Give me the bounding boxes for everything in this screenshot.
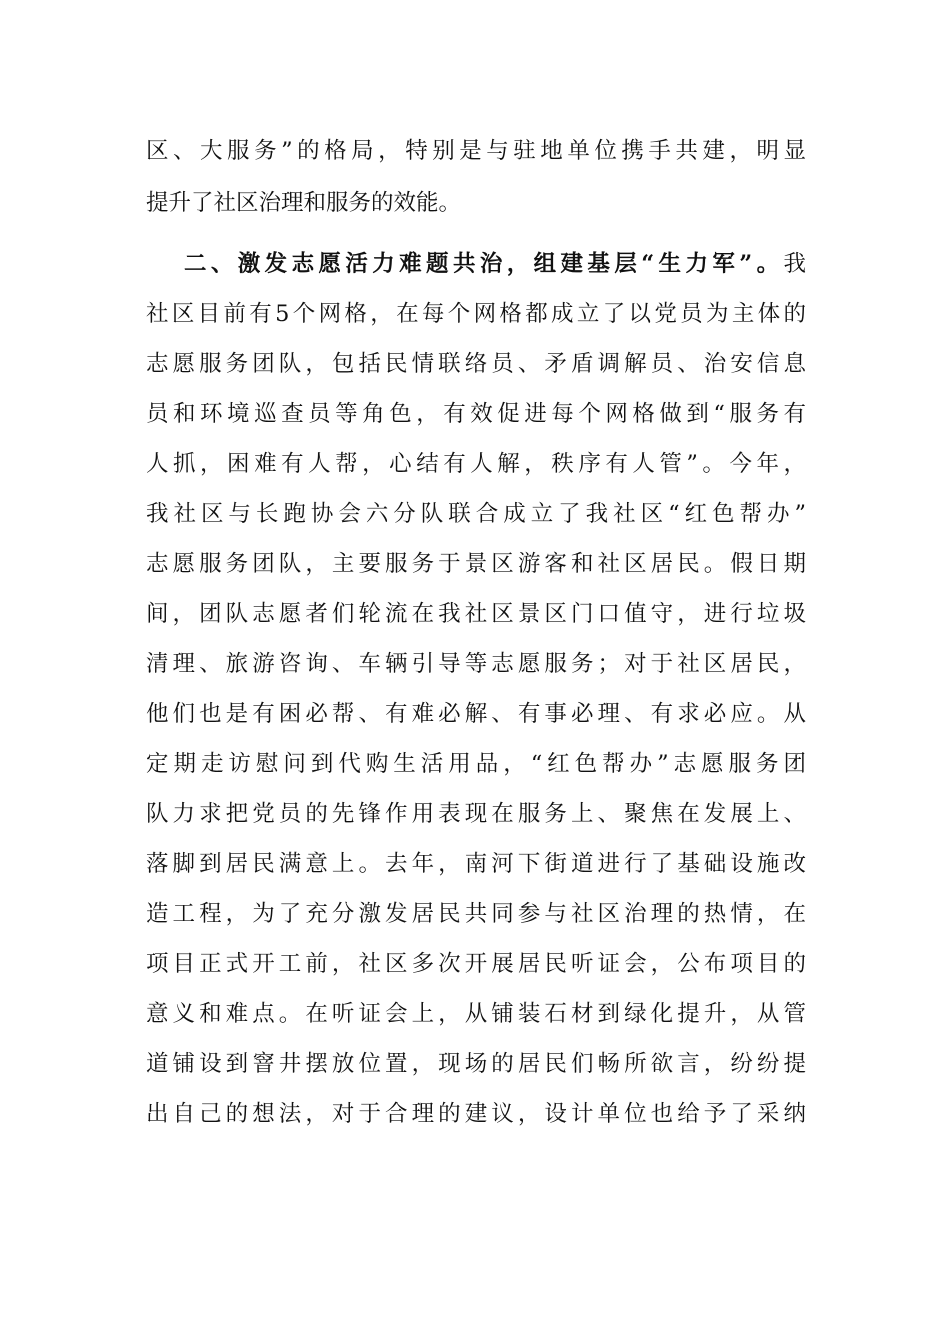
text-line: 志愿服务团队，主要服务于景区游客和社区居民。假日期 bbox=[146, 551, 806, 577]
text-line: 定期走访慰问到代购生活用品，“红色帮办”志愿服务团 bbox=[146, 751, 806, 777]
text-line: 人抓，困难有人帮，心结有人解，秩序有人管”。今年， bbox=[146, 451, 806, 477]
text-line: 意义和难点。在听证会上，从铺装石材到绿化提升，从管 bbox=[146, 1001, 806, 1027]
text-fragment: 我 bbox=[783, 251, 806, 277]
text-line: 提升了社区治理和服务的效能。 bbox=[146, 190, 462, 216]
section-heading: 二、激发志愿活力难题共治，组建基层“生力军”。 bbox=[184, 251, 784, 277]
section-heading-line bbox=[184, 244, 806, 284]
text-line: 造工程，为了充分激发居民共同参与社区治理的热情，在 bbox=[146, 901, 806, 927]
text-line: 出自己的想法，对于合理的建议，设计单位也给予了采纳 bbox=[146, 1101, 806, 1127]
text-line: 项目正式开工前，社区多次开展居民听证会，公布项目的 bbox=[146, 951, 806, 977]
text-line: 我社区与长跑协会六分队联合成立了我社区“红色帮办” bbox=[146, 501, 806, 527]
text-line: 区、大服务”的格局，特别是与驻地单位携手共建，明显 bbox=[146, 138, 806, 164]
text-line: 道铺设到窨井摆放位置，现场的居民们畅所欲言，纷纷提 bbox=[146, 1051, 806, 1077]
text-line: 社区目前有5个网格，在每个网格都成立了以党员为主体的 bbox=[146, 301, 806, 327]
text-line: 落脚到居民满意上。去年，南河下街道进行了基础设施改 bbox=[146, 851, 806, 877]
text-line: 间，团队志愿者们轮流在我社区景区门口值守，进行垃圾 bbox=[146, 601, 806, 627]
text-line: 志愿服务团队，包括民情联络员、矛盾调解员、治安信息 bbox=[146, 351, 806, 377]
text-line: 队力求把党员的先锋作用表现在服务上、聚焦在发展上、 bbox=[146, 801, 806, 827]
text-line: 清理、旅游咨询、车辆引导等志愿服务；对于社区居民， bbox=[146, 651, 806, 677]
text-line: 员和环境巡查员等角色，有效促进每个网格做到“服务有 bbox=[146, 401, 806, 427]
text-line: 他们也是有困必帮、有难必解、有事必理、有求必应。从 bbox=[146, 701, 806, 727]
